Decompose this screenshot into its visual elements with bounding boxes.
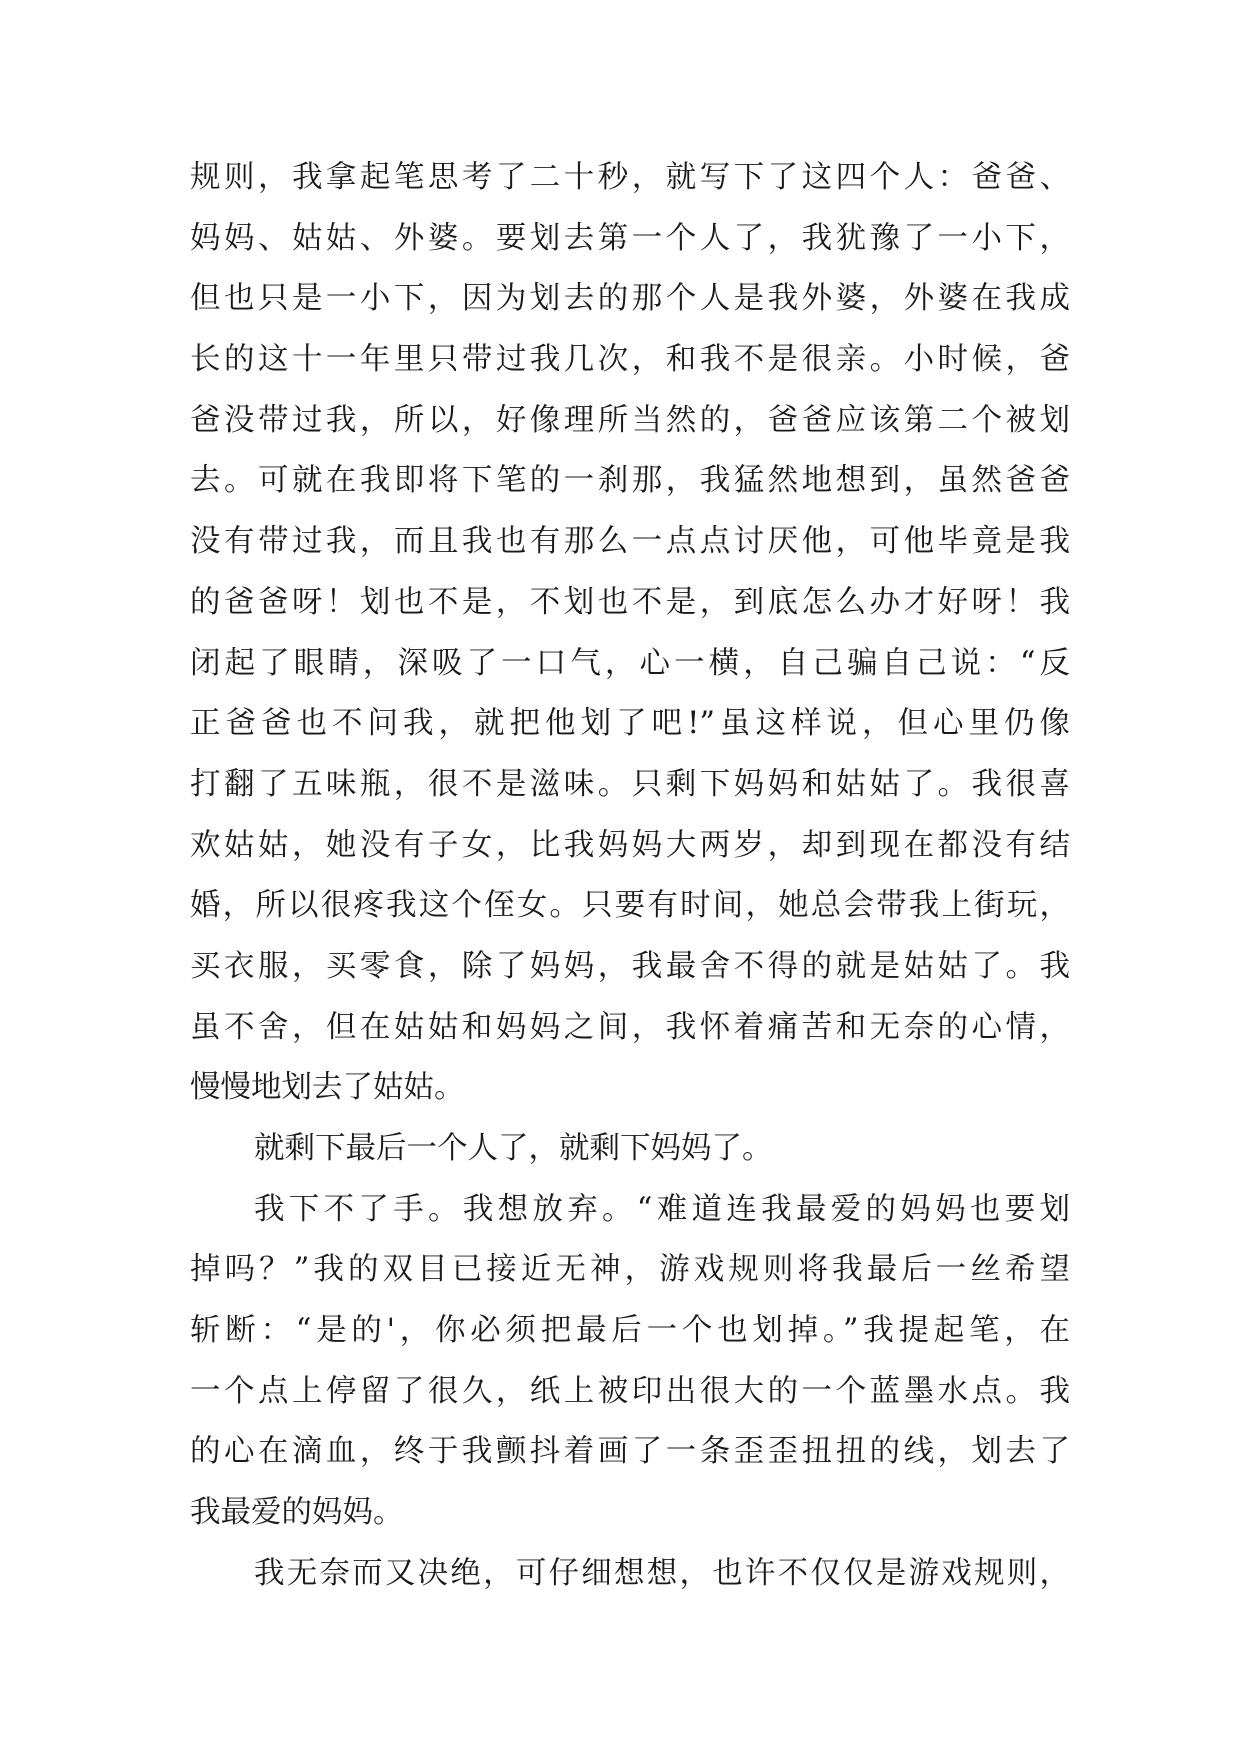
text-line: 婚，所以很疼我这个侄女。只要有时间，她总会带我上街玩，	[190, 888, 1070, 924]
text-line: 规则，我拿起笔思考了二十秒，就写下了这四个人：爸爸、	[190, 160, 1070, 195]
paragraph-start-line: 我无奈而又决绝，可仔细想想，也许不仅仅是游戏规则，	[254, 1555, 1070, 1591]
text-line: 的爸爸呀！划也不是，不划也不是，到底怎么办才好呀！我	[190, 584, 1070, 620]
text-line: 欢姑姑，她没有子女，比我妈妈大两岁，却到现在都没有结	[190, 827, 1070, 863]
text-line: 买衣服，买零食，除了妈妈，我最舍不得的就是姑姑了。我	[190, 948, 1070, 984]
text-line: 去。可就在我即将下笔的一刹那，我猛然地想到，虽然爸爸	[190, 463, 1070, 499]
paragraph-end-line: 我最爱的妈妈。	[190, 1495, 404, 1531]
text-line: 斩断：“是的'，你必须把最后一个也划掉。”我提起笔，在	[190, 1313, 1070, 1349]
text-line: 打翻了五味瓶，很不是滋味。只剩下妈妈和姑姑了。我很喜	[190, 766, 1070, 802]
text-line: 爸没带过我，所以，好像理所当然的，爸爸应该第二个被划	[190, 402, 1070, 438]
body-text	[190, 148, 1070, 1605]
text-line: 但也只是一小下，因为划去的那个人是我外婆，外婆在我成	[190, 281, 1070, 317]
text-line: 一个点上停留了很久，纸上被印出很大的一个蓝墨水点。我	[190, 1373, 1070, 1409]
text-line: 闭起了眼睛，深吸了一口气，心一横，自己骗自己说：“反	[190, 645, 1070, 681]
paragraph-start-line: 我下不了手。我想放弃。“难道连我最爱的妈妈也要划	[254, 1191, 1070, 1227]
text-line: 没有带过我，而且我也有那么一点点讨厌他，可他毕竟是我	[190, 524, 1070, 560]
text-line: 虽不舍，但在姑姑和妈妈之间，我怀着痛苦和无奈的心情，	[190, 1009, 1070, 1045]
paragraph-line: 就剩下最后一个人了，就剩下妈妈了。	[254, 1131, 773, 1166]
text-line: 长的这十一年里只带过我几次，和我不是很亲。小时候，爸	[190, 342, 1070, 378]
text-line: 正爸爸也不问我，就把他划了吧!”虽这样说，但心里仍像	[190, 706, 1070, 742]
text-line: 的心在滴血，终于我颤抖着画了一条歪歪扭扭的线，划去了	[190, 1434, 1070, 1470]
text-line: 掉吗？”我的双目已接近无神，游戏规则将我最后一丝希望	[190, 1252, 1070, 1288]
text-line: 妈妈、姑姑、外婆。要划去第一个人了，我犹豫了一小下，	[190, 220, 1070, 256]
paragraph-end-line: 慢慢地划去了姑姑。	[190, 1070, 465, 1106]
